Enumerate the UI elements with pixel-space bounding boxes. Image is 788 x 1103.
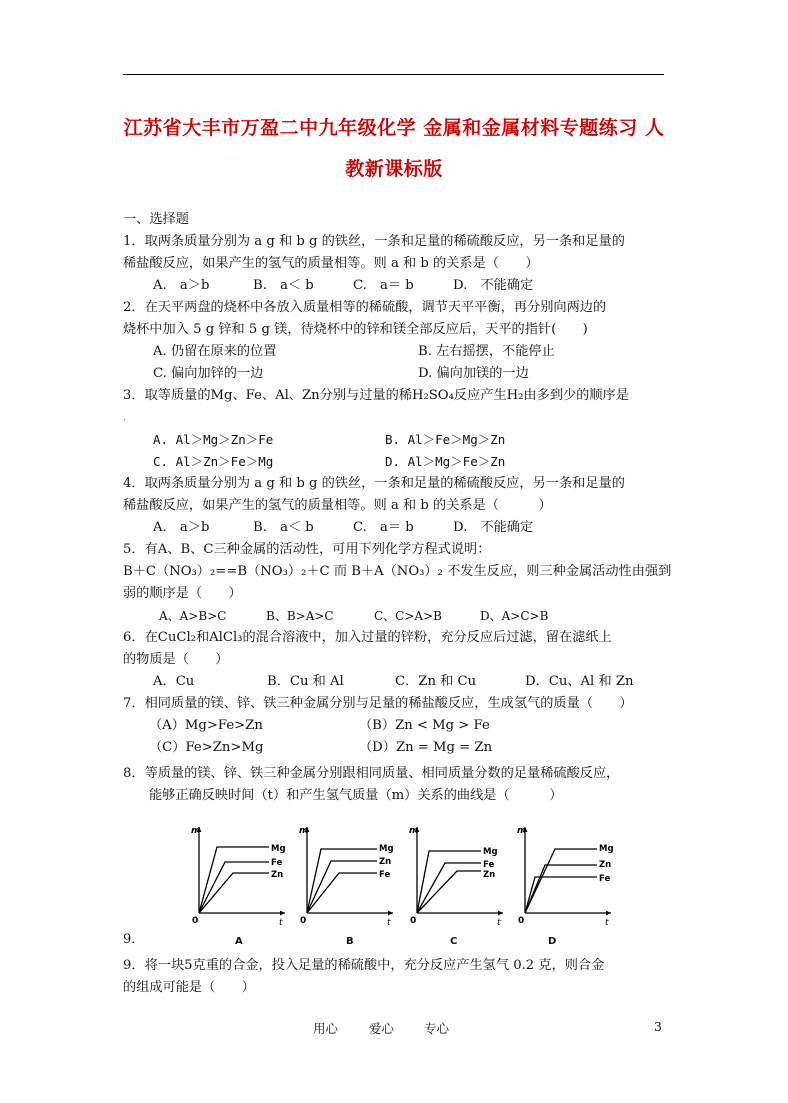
q8-trailing: 9． <box>123 932 145 947</box>
q2-option-c: C. 偏向加锌的一边 <box>153 366 264 381</box>
q6-option-d: D．Cu、Al 和 Zn <box>525 674 634 689</box>
graph-b-y-axis-label: m <box>299 826 309 836</box>
q3-options-row2 <box>123 451 668 473</box>
q2-line2: 烧杯中加入 5 g 锌和 5 g 镁，待烧杯中的锌和镁全部反应后，天平的指针( ) <box>123 322 588 337</box>
graph-a-label-zn: Zn <box>271 870 284 880</box>
graph-b-origin: 0 <box>300 916 307 926</box>
q5-option-a: A、A>B>C <box>159 609 227 623</box>
graph-b-label-zn: Zn <box>379 857 392 867</box>
q4-option-d: D. 不能确定 <box>453 520 534 535</box>
q2-option-d: D. 偏向加镁的一边 <box>418 366 529 381</box>
q6-line2: 的物质是（ ） <box>123 652 229 667</box>
graph-d-line-mg <box>525 849 597 913</box>
graph-c-label-zn: Zn <box>483 870 496 880</box>
footer-motto-1: 用心 <box>313 1021 339 1036</box>
graph-a-caption: A <box>235 936 243 947</box>
graph-c-origin: 0 <box>410 916 417 926</box>
graph-b-line-mg <box>307 849 377 913</box>
q7-line1: 7．相同质量的镁、锌、铁三种金属分别与足量的稀盐酸反应，生成氢气的质量（ ） <box>123 696 633 711</box>
q2-options-row2 <box>123 363 668 385</box>
graph-d-label-fe: Fe <box>599 874 611 884</box>
graph-b-label-mg: Mg <box>379 844 394 854</box>
graph-a-origin: 0 <box>192 916 199 926</box>
q1-options <box>123 275 668 297</box>
graph-b-label-fe: Fe <box>379 870 391 880</box>
q6-option-c: C．Zn 和 Cu <box>395 674 477 689</box>
q3-line2: ． <box>123 412 133 423</box>
q5-line2: B＋C（NO₃）₂==B（NO₃）₂＋C 而 B＋A（NO₃）₂ 不发生反应，则三种金属活动性由强到 <box>123 564 672 579</box>
graph-c-x-axis-label: t <box>497 918 501 928</box>
graph-d-label-mg: Mg <box>599 844 614 854</box>
graph-b-line-zn <box>307 861 377 913</box>
graph-b-line-fe <box>307 873 377 913</box>
document-title-line2: 教新课标版 <box>345 158 443 180</box>
graph-b-caption: B <box>346 936 354 947</box>
graph-a-label-fe: Fe <box>271 858 283 868</box>
q9-line1: 9．将一块5克重的合金，投入足量的稀硫酸中，充分反应产生氢气 0.2 克，则合金 <box>123 958 605 973</box>
q8-graph-c <box>405 821 511 929</box>
q3-option-a: A. Al＞Mg＞Zn＞Fe <box>153 432 274 447</box>
q4-options <box>123 517 668 539</box>
q4-line2: 稀盐酸反应，如果产生的氢气的质量相等。则 a 和 b 的关系是（ ） <box>123 498 552 513</box>
graph-c-y-axis-label: m <box>409 826 419 836</box>
header-rule <box>123 74 664 75</box>
graph-a-label-mg: Mg <box>271 844 286 854</box>
graph-b-x-axis-label: t <box>387 918 391 928</box>
graph-a-x-axis-label: t <box>279 918 283 928</box>
graph-d-caption: D <box>548 936 557 947</box>
graph-a-line-fe <box>199 862 269 913</box>
graph-c-label-mg: Mg <box>483 847 498 857</box>
question-list <box>123 209 672 999</box>
q5-line3: 弱的顺序是（ ） <box>123 586 242 601</box>
q5-option-c: C、C>A>B <box>374 609 442 623</box>
graph-c-line-zn <box>417 871 481 913</box>
graph-d-line-fe <box>525 877 597 913</box>
q7-option-c: （C）Fe>Zn>Mg <box>149 740 264 755</box>
footer-motto-3: 专心 <box>424 1021 450 1036</box>
q8-graph-a <box>187 821 293 929</box>
q5-line1: 5．有A、B、C三种金属的活动性，可用下列化学方程式说明： <box>123 542 491 557</box>
q1-line1: 1．取两条质量分别为 a g 和 b g 的铁丝，一条和足量的稀硫酸反应，另一条和足量的 <box>123 234 625 249</box>
q8-graph-b <box>295 821 401 929</box>
q1-option-d: D. 不能确定 <box>453 278 534 293</box>
q6-line1: 6．在CuCl₂和AlCl₃的混合溶液中，加入过量的锌粉，充分反应后过滤，留在滤纸上 <box>123 630 612 645</box>
q3-option-c: C. Al＞Zn＞Fe＞Mg <box>153 454 274 469</box>
q1-line2: 稀盐酸反应，如果产生的氢气的质量相等。则 a 和 b 的关系是（ ） <box>123 256 539 271</box>
q8-graph-d <box>513 821 619 929</box>
footer-motto-2: 爱心 <box>369 1021 395 1036</box>
q7-options-row2 <box>123 737 668 759</box>
q5-option-b: B、B>A>C <box>266 609 334 623</box>
q7-options-row1 <box>123 715 668 737</box>
q8-line1: 8．等质量的镁、锌、铁三种金属分别跟相同质量、相同质量分数的足量稀硫酸反应， <box>123 766 620 781</box>
graph-d-origin: 0 <box>518 916 525 926</box>
q6-option-a: A．Cu <box>153 674 195 689</box>
q2-option-b: B. 左右摇摆，不能停止 <box>418 344 555 359</box>
q8-graph-figure <box>123 821 668 947</box>
document-title-line1: 江苏省大丰市万盈二中九年级化学 金属和金属材料专题练习 人 <box>123 117 665 139</box>
q1-option-b: B. a＜ b <box>253 278 314 293</box>
q4-line1: 4．取两条质量分别为 a g 和 b g 的铁丝，一条和足量的稀硫酸反应，另一条和足量的 <box>123 476 625 491</box>
q3-options-row1 <box>123 429 668 451</box>
graph-d-y-axis-label: m <box>517 826 527 836</box>
q1-option-c: C. a＝ b <box>353 278 414 293</box>
q3-line1: 3．取等质量的Mg、Fe、Al、Zn分别与过量的稀H₂SO₄反应产生H₂由多到少的顺序是 <box>123 388 629 403</box>
graph-c-label-fe: Fe <box>483 860 495 870</box>
q2-options-row1 <box>123 341 668 363</box>
graph-d-label-zn: Zn <box>599 860 612 870</box>
q6-option-b: B．Cu 和 Al <box>267 674 344 689</box>
q5-options <box>123 605 668 627</box>
q3-option-b: B. Al＞Fe＞Mg＞Zn <box>385 432 506 447</box>
q7-option-b: （B）Zn < Mg > Fe <box>359 718 490 733</box>
q4-option-b: B. a＜ b <box>253 520 314 535</box>
q7-option-a: （A）Mg>Fe>Zn <box>149 718 263 733</box>
q2-line1: 2．在天平两盘的烧杯中各放入质量相等的稀硫酸，调节天平平衡，再分别向两边的 <box>123 300 607 315</box>
q2-option-a: A. 仍留在原来的位置 <box>153 344 277 359</box>
q1-option-a: A. a＞b <box>153 278 210 293</box>
graph-a-line-mg <box>199 847 269 913</box>
q8-line2: 能够正确反映时间（t）和产生氢气质量（m）关系的曲线是（ ） <box>149 788 563 803</box>
q7-option-d: （D）Zn = Mg = Zn <box>359 740 493 755</box>
graph-a-y-axis-label: m <box>191 826 201 836</box>
q9-line2: 的组成可能是（ ） <box>123 980 255 995</box>
graph-c-caption: C <box>450 936 458 947</box>
section-heading: 一、选择题 <box>123 212 189 227</box>
q3-option-d: D. Al＞Mg＞Fe＞Zn <box>385 454 506 469</box>
q4-option-a: A. a＞b <box>153 520 210 535</box>
q5-option-d: D、A>C>B <box>480 609 549 623</box>
graph-d-x-axis-label: t <box>605 918 609 928</box>
q4-option-c: C. a＝ b <box>353 520 414 535</box>
q6-options <box>123 671 668 693</box>
page-number: 3 <box>654 1019 662 1034</box>
